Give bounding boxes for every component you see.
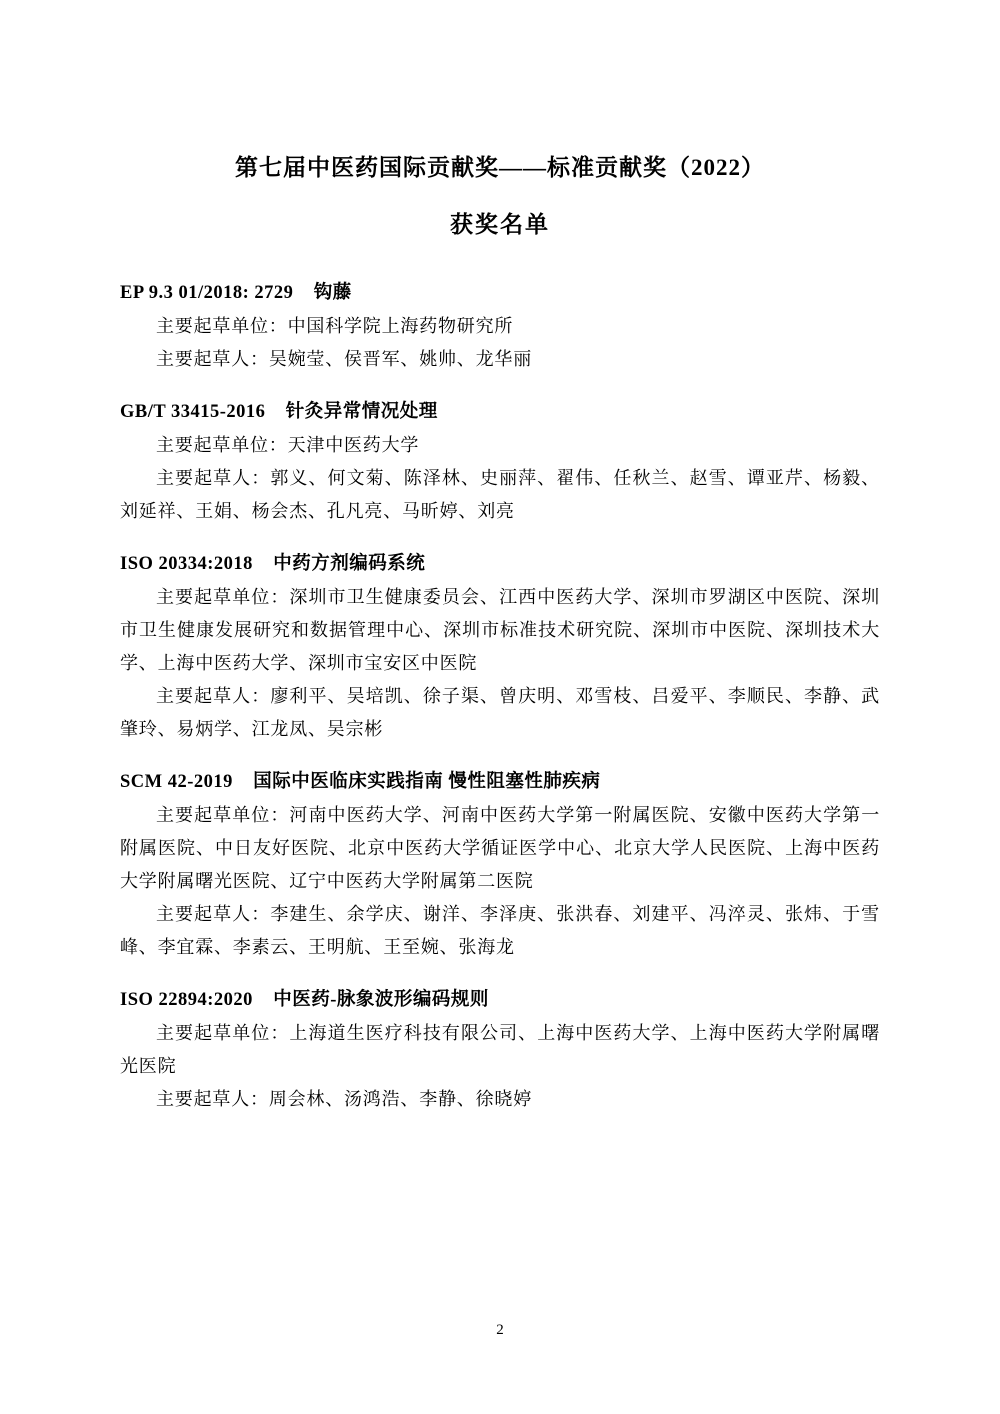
org-label: 主要起草单位： <box>156 435 288 455</box>
standard-code: ISO 20334:2018 <box>120 554 253 574</box>
standard-heading <box>120 396 880 429</box>
drafters-paragraph <box>120 898 880 964</box>
page-title: 第七届中医药国际贡献奖——标准贡献奖（2022） <box>235 155 765 180</box>
drafters-list: 周会林、汤鸿浩、李静、徐晓婷 <box>268 1089 533 1109</box>
drafters-paragraph <box>120 1083 880 1116</box>
org-list: 上海道生医疗科技有限公司、上海中医药大学、上海中医药大学附属曙光医院 <box>120 1023 880 1076</box>
award-sections <box>120 277 880 1116</box>
standard-title: 中药方剂编码系统 <box>273 554 426 574</box>
drafters-label: 主要起草人： <box>156 904 271 924</box>
drafters-label: 主要起草人： <box>156 349 269 369</box>
award-section <box>120 766 880 964</box>
drafting-orgs-paragraph <box>120 799 880 898</box>
org-label: 主要起草单位： <box>156 805 290 825</box>
org-label: 主要起草单位： <box>156 316 288 336</box>
page-number: 2 <box>496 1322 504 1338</box>
org-list: 中国科学院上海药物研究所 <box>287 316 514 336</box>
standard-title: 钩藤 <box>313 283 352 303</box>
drafting-orgs-paragraph <box>120 1017 880 1083</box>
drafters-label: 主要起草人： <box>156 468 271 488</box>
award-section <box>120 396 880 528</box>
drafters-label: 主要起草人： <box>156 686 271 706</box>
org-label: 主要起草单位： <box>156 1023 290 1043</box>
drafters-list: 吴婉莹、侯晋军、姚帅、龙华丽 <box>268 349 533 369</box>
drafters-paragraph <box>120 343 880 376</box>
drafting-orgs-paragraph <box>120 310 880 343</box>
standard-title: 国际中医临床实践指南 慢性阻塞性肺疾病 <box>253 772 601 792</box>
award-section <box>120 984 880 1116</box>
standard-heading <box>120 984 880 1017</box>
org-label: 主要起草单位： <box>156 587 290 607</box>
drafters-list: 李建生、余学庆、谢洋、李泽庚、张洪春、刘建平、冯淬灵、张炜、于雪峰、李宜霖、李素云、王明航、王至婉、张海龙 <box>120 904 880 957</box>
document-content <box>120 152 880 1116</box>
drafters-list: 廖利平、吴培凯、徐子渠、曾庆明、邓雪枝、吕爱平、李顺民、李静、武肇玲、易炳学、江龙凤、吴宗彬 <box>120 686 880 739</box>
org-list: 河南中医药大学、河南中医药大学第一附属医院、安徽中医药大学第一附属医院、中日友好医院、北京中医药大学循证医学中心、北京大学人民医院、上海中医药大学附属曙光医院、辽宁中医药大学附属第二医院 <box>120 805 880 891</box>
standard-code: SCM 42-2019 <box>120 772 233 792</box>
drafters-paragraph <box>120 462 880 528</box>
standard-code: GB/T 33415-2016 <box>120 402 266 422</box>
standard-heading <box>120 548 880 581</box>
standard-heading <box>120 766 880 799</box>
standard-code: ISO 22894:2020 <box>120 990 253 1010</box>
award-section <box>120 548 880 746</box>
standard-heading <box>120 277 880 310</box>
award-section <box>120 277 880 376</box>
drafting-orgs-paragraph <box>120 581 880 680</box>
page-subtitle: 获奖名单 <box>450 212 550 237</box>
standard-title: 中医药-脉象波形编码规则 <box>273 990 489 1010</box>
drafters-label: 主要起草人： <box>156 1089 269 1109</box>
standard-title: 针灸异常情况处理 <box>285 402 438 422</box>
drafters-list: 郭义、何文菊、陈泽林、史丽萍、翟伟、任秋兰、赵雪、谭亚芹、杨毅、刘延祥、王娟、杨会杰、孔凡亮、马昕婷、刘亮 <box>120 468 880 521</box>
org-list: 深圳市卫生健康委员会、江西中医药大学、深圳市罗湖区中医院、深圳市卫生健康发展研究和数据管理中心、深圳市标准技术研究院、深圳市中医院、深圳技术大学、上海中医药大学、深圳市宝安区中医院 <box>120 587 880 673</box>
drafters-paragraph <box>120 680 880 746</box>
standard-code: EP 9.3 01/2018: 2729 <box>120 283 294 303</box>
drafting-orgs-paragraph <box>120 429 880 462</box>
org-list: 天津中医药大学 <box>287 435 420 455</box>
